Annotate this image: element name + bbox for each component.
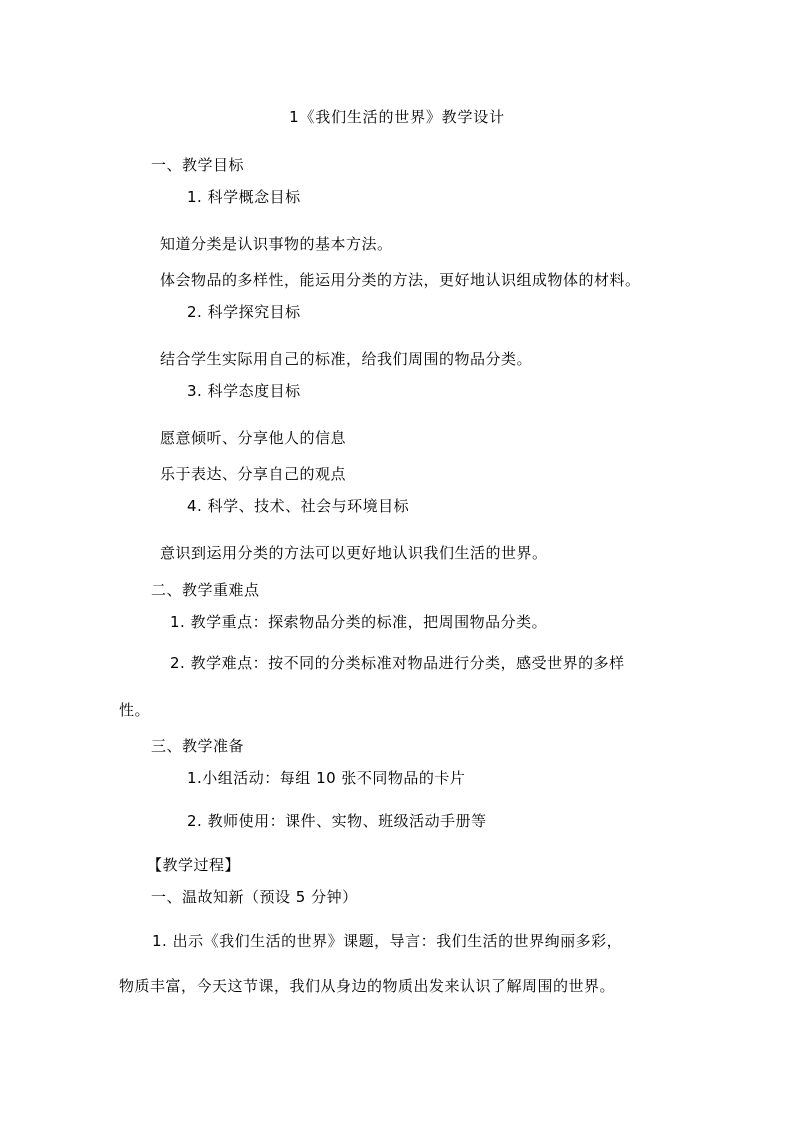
paragraph-line: 结合学生实际用自己的标准，给我们周围的物品分类。 bbox=[160, 350, 533, 368]
section-heading: 二、教学重难点 bbox=[151, 581, 260, 599]
subsection-heading: 3. 科学态度目标 bbox=[187, 382, 301, 400]
paragraph-line: 愿意倾听、分享他人的信息 bbox=[160, 429, 347, 447]
paragraph-line: 知道分类是认识事物的基本方法。 bbox=[160, 235, 393, 253]
subsection-heading: 2. 科学探究目标 bbox=[187, 303, 301, 321]
paragraph-line: 1. 教学重点：探索物品分类的标准，把周围物品分类。 bbox=[170, 613, 548, 631]
document-title: 1《我们生活的世界》教学设计 bbox=[289, 108, 505, 126]
subsection-heading: 1. 科学概念目标 bbox=[187, 188, 301, 206]
paragraph-line: 体会物品的多样性，能运用分类的方法，更好地认识组成物体的材料。 bbox=[160, 271, 641, 289]
process-heading: 【教学过程】 bbox=[147, 856, 241, 874]
paragraph-line: 性。 bbox=[119, 701, 151, 719]
paragraph-line: 2. 教师使用：课件、实物、班级活动手册等 bbox=[187, 812, 487, 830]
paragraph-line: 乐于表达、分享自己的观点 bbox=[160, 465, 347, 483]
paragraph-line: 意识到运用分类的方法可以更好地认识我们生活的世界。 bbox=[160, 544, 548, 562]
section-heading: 一、温故知新（预设 5 分钟） bbox=[151, 888, 358, 906]
paragraph-line: 1.小组活动：每组 10 张不同物品的卡片 bbox=[187, 769, 466, 787]
paragraph-line: 2. 教学难点：按不同的分类标准对物品进行分类，感受世界的多样 bbox=[170, 654, 625, 672]
section-heading: 一、教学目标 bbox=[151, 156, 245, 174]
paragraph-line: 物质丰富，今天这节课，我们从身边的物质出发来认识了解周围的世界。 bbox=[119, 977, 616, 995]
paragraph-line: 1. 出示《我们生活的世界》课题，导言：我们生活的世界绚丽多彩， bbox=[152, 932, 623, 950]
subsection-heading: 4. 科学、技术、社会与环境目标 bbox=[187, 497, 410, 515]
section-heading: 三、教学准备 bbox=[151, 737, 245, 755]
